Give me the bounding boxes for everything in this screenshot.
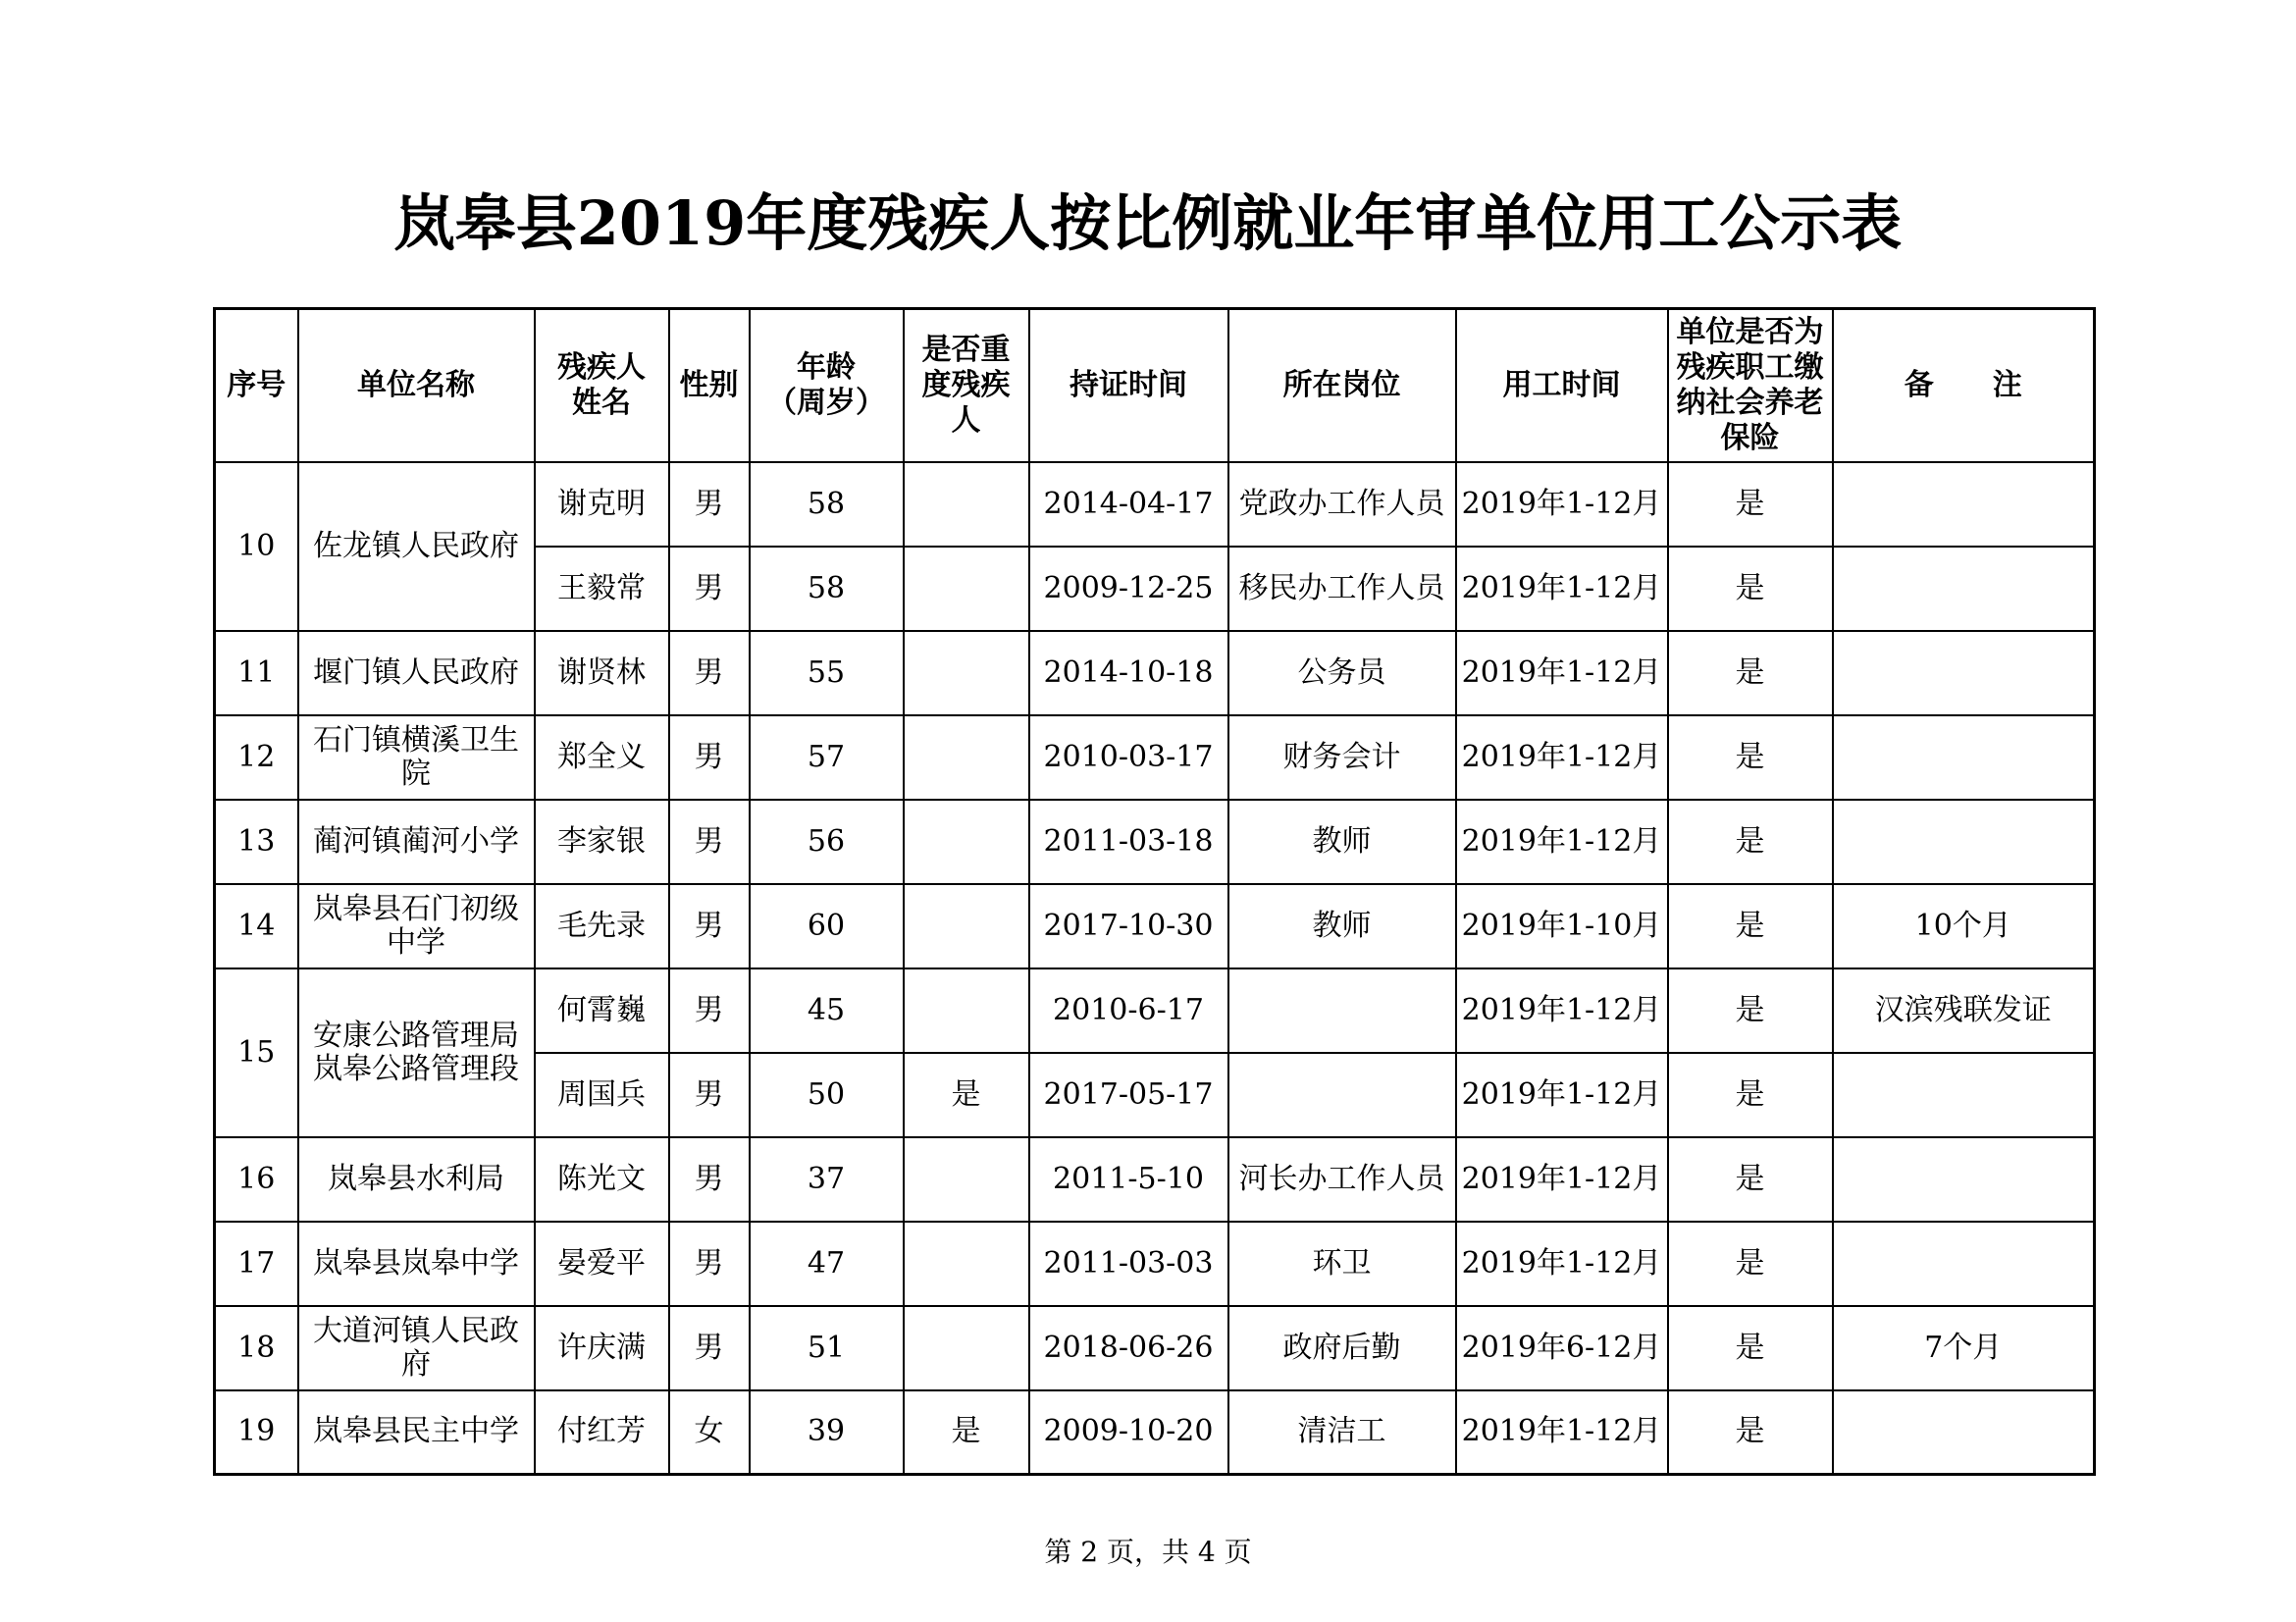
employment-period-cell: 2019年1-12月 <box>1456 968 1668 1053</box>
age-cell: 56 <box>750 800 904 884</box>
pension-insurance-cell: 是 <box>1668 968 1833 1053</box>
age-cell: 39 <box>750 1390 904 1475</box>
header-person-name: 残疾人 姓名 <box>535 309 669 462</box>
age-cell: 51 <box>750 1306 904 1390</box>
unit-name-cell: 蔺河镇蔺河小学 <box>298 800 535 884</box>
table-row <box>215 1306 2095 1390</box>
employment-period-cell: 2019年1-10月 <box>1456 884 1668 968</box>
table-body <box>215 462 2095 1475</box>
table-row <box>215 462 2095 547</box>
post-cell: 清洁工 <box>1228 1390 1456 1475</box>
header-age: 年龄 （周岁） <box>750 309 904 462</box>
gender-cell: 男 <box>669 1053 750 1137</box>
gender-cell: 男 <box>669 631 750 715</box>
remarks-cell <box>1833 715 2095 800</box>
table-row <box>215 1390 2095 1475</box>
certificate-date-cell: 2011-03-03 <box>1029 1222 1228 1306</box>
certificate-date-cell: 2017-10-30 <box>1029 884 1228 968</box>
age-cell: 37 <box>750 1137 904 1222</box>
pension-insurance-cell: 是 <box>1668 715 1833 800</box>
gender-cell: 男 <box>669 968 750 1053</box>
table-row <box>215 1137 2095 1222</box>
table-row <box>215 715 2095 800</box>
severe-disability-cell: 是 <box>904 1053 1029 1137</box>
post-cell <box>1228 1053 1456 1137</box>
severe-disability-cell <box>904 1306 1029 1390</box>
post-cell: 公务员 <box>1228 631 1456 715</box>
remarks-cell: 10个月 <box>1833 884 2095 968</box>
table-row <box>215 884 2095 968</box>
gender-cell: 男 <box>669 715 750 800</box>
severe-disability-cell: 是 <box>904 1390 1029 1475</box>
post-cell: 教师 <box>1228 884 1456 968</box>
header-index: 序号 <box>215 309 298 462</box>
post-cell: 环卫 <box>1228 1222 1456 1306</box>
gender-cell: 男 <box>669 1137 750 1222</box>
pension-insurance-cell: 是 <box>1668 884 1833 968</box>
age-cell: 45 <box>750 968 904 1053</box>
employment-table <box>213 307 2096 1476</box>
employment-period-cell: 2019年1-12月 <box>1456 800 1668 884</box>
employment-period-cell: 2019年1-12月 <box>1456 462 1668 547</box>
pension-insurance-cell: 是 <box>1668 631 1833 715</box>
pension-insurance-cell: 是 <box>1668 462 1833 547</box>
post-cell <box>1228 968 1456 1053</box>
employment-period-cell: 2019年6-12月 <box>1456 1306 1668 1390</box>
post-cell: 河长办工作人员 <box>1228 1137 1456 1222</box>
certificate-date-cell: 2014-04-17 <box>1029 462 1228 547</box>
employment-period-cell: 2019年1-12月 <box>1456 1137 1668 1222</box>
employment-period-cell: 2019年1-12月 <box>1456 715 1668 800</box>
certificate-date-cell: 2014-10-18 <box>1029 631 1228 715</box>
unit-name-cell: 石门镇横溪卫生 院 <box>298 715 535 800</box>
person-name-cell: 郑全义 <box>535 715 669 800</box>
table-row <box>215 968 2095 1053</box>
severe-disability-cell <box>904 547 1029 631</box>
age-cell: 57 <box>750 715 904 800</box>
unit-name-cell: 大道河镇人民政 府 <box>298 1306 535 1390</box>
severe-disability-cell <box>904 1222 1029 1306</box>
employment-period-cell: 2019年1-12月 <box>1456 631 1668 715</box>
age-cell: 50 <box>750 1053 904 1137</box>
table-row <box>215 1222 2095 1306</box>
gender-cell: 男 <box>669 462 750 547</box>
person-name-cell: 毛先录 <box>535 884 669 968</box>
header-severe-disability: 是否重 度残疾 人 <box>904 309 1029 462</box>
age-cell: 60 <box>750 884 904 968</box>
table-row <box>215 800 2095 884</box>
pension-insurance-cell: 是 <box>1668 1222 1833 1306</box>
gender-cell: 男 <box>669 800 750 884</box>
unit-name-cell: 岚皋县民主中学 <box>298 1390 535 1475</box>
table-row <box>215 631 2095 715</box>
index-cell: 10 <box>215 462 298 631</box>
unit-name-cell: 岚皋县石门初级 中学 <box>298 884 535 968</box>
unit-name-cell: 岚皋县水利局 <box>298 1137 535 1222</box>
severe-disability-cell <box>904 1137 1029 1222</box>
post-cell: 移民办工作人员 <box>1228 547 1456 631</box>
certificate-date-cell: 2011-5-10 <box>1029 1137 1228 1222</box>
remarks-cell <box>1833 462 2095 547</box>
pension-insurance-cell: 是 <box>1668 1137 1833 1222</box>
certificate-date-cell: 2018-06-26 <box>1029 1306 1228 1390</box>
age-cell: 58 <box>750 462 904 547</box>
severe-disability-cell <box>904 968 1029 1053</box>
age-cell: 55 <box>750 631 904 715</box>
employment-period-cell: 2019年1-12月 <box>1456 1053 1668 1137</box>
certificate-date-cell: 2010-03-17 <box>1029 715 1228 800</box>
person-name-cell: 谢贤林 <box>535 631 669 715</box>
remarks-cell: 7个月 <box>1833 1306 2095 1390</box>
employment-period-cell: 2019年1-12月 <box>1456 547 1668 631</box>
pension-insurance-cell: 是 <box>1668 1306 1833 1390</box>
unit-name-cell: 安康公路管理局 岚皋公路管理段 <box>298 968 535 1137</box>
certificate-date-cell: 2009-12-25 <box>1029 547 1228 631</box>
post-cell: 财务会计 <box>1228 715 1456 800</box>
unit-name-cell: 佐龙镇人民政府 <box>298 462 535 631</box>
person-name-cell: 晏爱平 <box>535 1222 669 1306</box>
person-name-cell: 许庆满 <box>535 1306 669 1390</box>
index-cell: 17 <box>215 1222 298 1306</box>
index-cell: 14 <box>215 884 298 968</box>
age-cell: 58 <box>750 547 904 631</box>
certificate-date-cell: 2009-10-20 <box>1029 1390 1228 1475</box>
post-cell: 政府后勤 <box>1228 1306 1456 1390</box>
employment-period-cell: 2019年1-12月 <box>1456 1222 1668 1306</box>
header-gender: 性别 <box>669 309 750 462</box>
severe-disability-cell <box>904 715 1029 800</box>
post-cell: 党政办工作人员 <box>1228 462 1456 547</box>
post-cell: 教师 <box>1228 800 1456 884</box>
pension-insurance-cell: 是 <box>1668 547 1833 631</box>
remarks-cell <box>1833 800 2095 884</box>
index-cell: 18 <box>215 1306 298 1390</box>
remarks-cell <box>1833 547 2095 631</box>
remarks-cell <box>1833 1053 2095 1137</box>
person-name-cell: 陈光文 <box>535 1137 669 1222</box>
header-certificate-date: 持证时间 <box>1029 309 1228 462</box>
unit-name-cell: 岚皋县岚皋中学 <box>298 1222 535 1306</box>
table-header-row <box>215 309 2095 462</box>
severe-disability-cell <box>904 800 1029 884</box>
header-employment-period: 用工时间 <box>1456 309 1668 462</box>
severe-disability-cell <box>904 631 1029 715</box>
gender-cell: 男 <box>669 884 750 968</box>
unit-name-cell: 堰门镇人民政府 <box>298 631 535 715</box>
certificate-date-cell: 2017-05-17 <box>1029 1053 1228 1137</box>
header-post: 所在岗位 <box>1228 309 1456 462</box>
remarks-cell: 汉滨残联发证 <box>1833 968 2095 1053</box>
person-name-cell: 付红芳 <box>535 1390 669 1475</box>
person-name-cell: 李家银 <box>535 800 669 884</box>
pension-insurance-cell: 是 <box>1668 1053 1833 1137</box>
header-pension-insurance: 单位是否为 残疾职工缴 纳社会养老 保险 <box>1668 309 1833 462</box>
person-name-cell: 王毅常 <box>535 547 669 631</box>
certificate-date-cell: 2011-03-18 <box>1029 800 1228 884</box>
index-cell: 15 <box>215 968 298 1137</box>
page-title: 岚皋县2019年度残疾人按比例就业年审单位用工公示表 <box>393 187 1903 259</box>
severe-disability-cell <box>904 884 1029 968</box>
remarks-cell <box>1833 1390 2095 1475</box>
certificate-date-cell: 2010-6-17 <box>1029 968 1228 1053</box>
page-footer: 第 2 页，共 4 页 <box>1044 1536 1252 1568</box>
pension-insurance-cell: 是 <box>1668 1390 1833 1475</box>
employment-period-cell: 2019年1-12月 <box>1456 1390 1668 1475</box>
remarks-cell <box>1833 1222 2095 1306</box>
severe-disability-cell <box>904 462 1029 547</box>
person-name-cell: 何霄巍 <box>535 968 669 1053</box>
index-cell: 13 <box>215 800 298 884</box>
remarks-cell <box>1833 631 2095 715</box>
person-name-cell: 谢克明 <box>535 462 669 547</box>
person-name-cell: 周国兵 <box>535 1053 669 1137</box>
index-cell: 16 <box>215 1137 298 1222</box>
gender-cell: 女 <box>669 1390 750 1475</box>
age-cell: 47 <box>750 1222 904 1306</box>
index-cell: 11 <box>215 631 298 715</box>
header-remarks: 备 注 <box>1833 309 2095 462</box>
index-cell: 12 <box>215 715 298 800</box>
header-unit-name: 单位名称 <box>298 309 535 462</box>
gender-cell: 男 <box>669 547 750 631</box>
gender-cell: 男 <box>669 1222 750 1306</box>
index-cell: 19 <box>215 1390 298 1475</box>
gender-cell: 男 <box>669 1306 750 1390</box>
remarks-cell <box>1833 1137 2095 1222</box>
pension-insurance-cell: 是 <box>1668 800 1833 884</box>
